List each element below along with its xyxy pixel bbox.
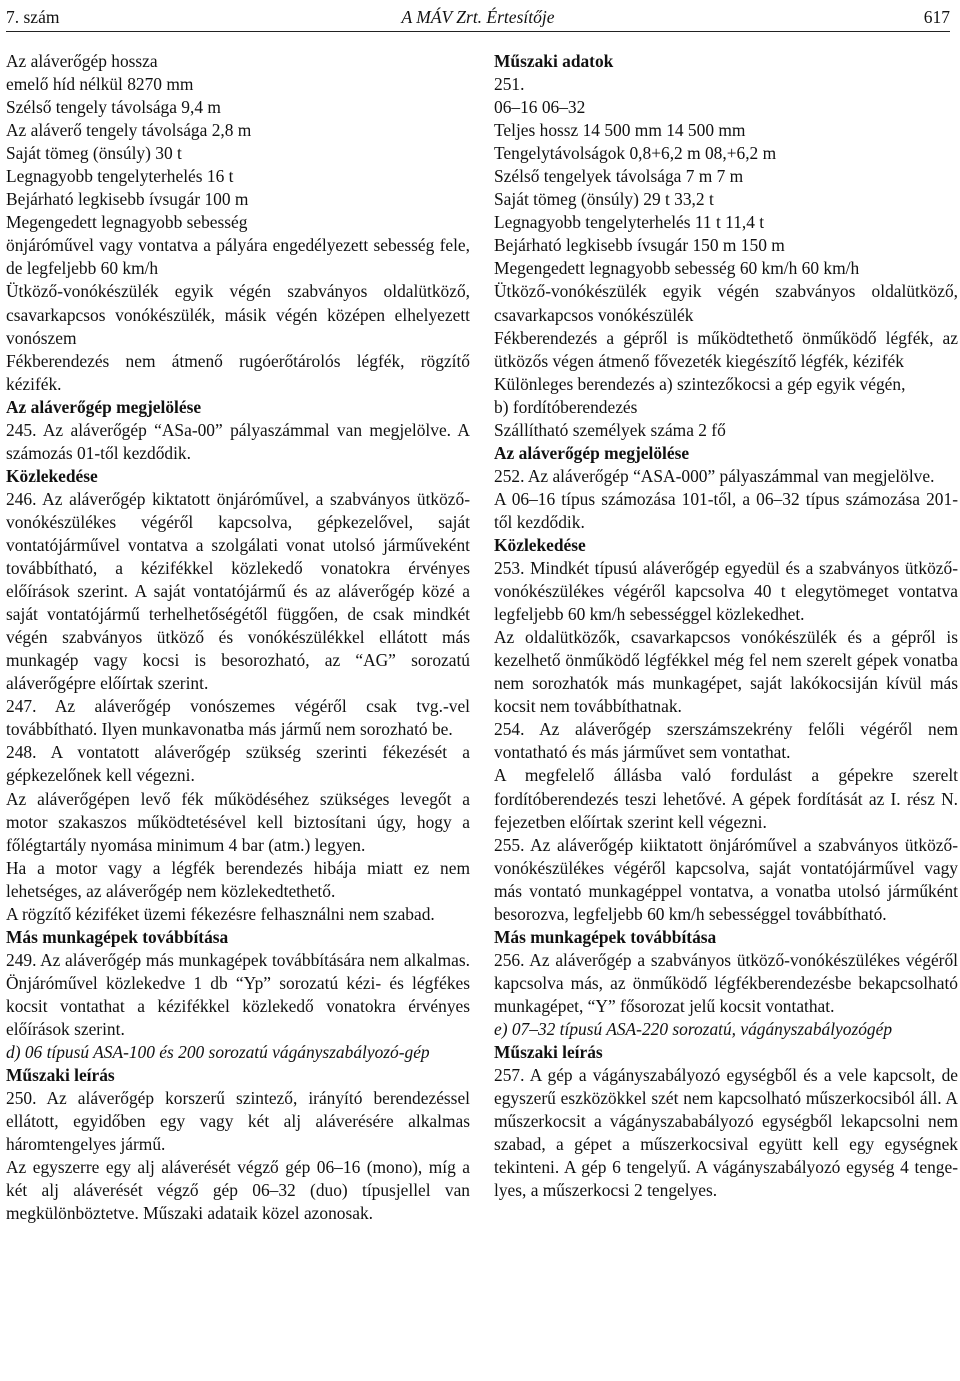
data-line: Bejárható legkisebb ívsugár 100 m	[6, 189, 249, 210]
subsection-title: e) 07–32 típusú ASA-220 sorozatú, vágányszabályozógép	[494, 1018, 893, 1039]
data-line: Megengedett legnagyobb sebesség	[6, 212, 248, 233]
paragraph: önjáróművel vagy vontatva a pályára engedélyezett sebesség fele, de legfeljebb 60 km/h	[6, 235, 470, 279]
paragraph: 252. Az aláverőgép “ASA-000” pályaszámmal van megjelölve.	[494, 465, 935, 486]
data-line: emelő híd nélkül 8270 mm	[6, 74, 194, 95]
data-line: 251.	[494, 74, 525, 95]
data-line: Az aláverő tengely távolsága 2,8 m	[6, 120, 252, 141]
data-line: Bejárható legkisebb ívsugár 150 m 150 m	[494, 235, 785, 256]
section-heading: Műszaki adatok	[494, 51, 614, 71]
section-heading: Műszaki leírás	[494, 1042, 603, 1063]
data-line: Tengelytávolságok 0,8+6,2 m 08,+6,2 m	[494, 143, 777, 164]
paragraph: 256. Az aláverőgép a szabványos ütköző-vonókészülékes végéről kapcsolva más, az önműködő légfékberendezésbe bekapcsolható munkagépet, “Y” fősorozat jelű kocsit vontathat.	[494, 949, 958, 1016]
section-heading: Közlekedése	[6, 465, 98, 486]
paragraph: 247. Az aláverőgép vonószemes végéről csak tvg.-vel továbbítható. Ilyen munkavonatba más jármű nem sorozható be.	[6, 696, 470, 740]
paragraph: 245. Az aláverőgép “ASa-00” pályaszámmal van megjelölve. A számozás 01-től kezdődik.	[6, 419, 470, 463]
paragraph: A megfelelő állásba való fordulást a gépekre szerelt fordítóberendezés teszi lehetővé. A gépek fordítását az I. rész N. fejezetben előírtak szerint kell végezni.	[494, 765, 958, 832]
data-line: Szállítható személyek száma 2 fő	[494, 419, 726, 440]
paragraph: 257. A gép a vágányszabályozó egységből és a vele kapcsolt, de egyszerű eszközökkel szét nem kapcsolható műszerkocsiból áll. A műszerkocsit a vágányszababályozó egységből lekapcsolni nem szabad, a gépet a műszerkocsival együtt kell egy egységnek tekinteni. A gép 6 tengelyű. A vágányszabályozó egység 4 tengelyes, a műszerkocsi 2 tengelyes.	[494, 1065, 958, 1201]
paragraph: Ütköző-vonókészülék egyik végén szabványos oldalütköző, csavarkapcsos vonókészülék, másik végén középen elhelyezett vonószem	[6, 281, 470, 348]
data-line: Saját tömeg (önsúly) 30 t	[6, 143, 182, 164]
data-line: Megengedett legnagyobb sebesség 60 km/h 60 km/h	[494, 258, 860, 279]
right-column	[494, 50, 958, 1202]
paragraph: Fékberendezés a gépről is működtethető önműködő légfék, az ütközős végen átmenő fővezeték kiegészítő légfék, kézifék	[494, 327, 958, 371]
paragraph: A 06–16 típus számozása 101-től, a 06–32 típus számozása 201-től kezdődik.	[494, 488, 958, 532]
section-heading: Közlekedése	[494, 534, 586, 555]
paragraph: Az aláverőgépen levő fék működéséhez szükséges levegőt a motor szakaszos működtetésével kell biztosítani úgy, hogy a főlégtartály nyomása minimum 4 bar (atm.) legyen.	[6, 788, 470, 855]
data-line: Saját tömeg (önsúly) 29 t 33,2 t	[494, 189, 714, 210]
section-heading: Más munkagépek továbbítása	[6, 926, 229, 947]
section-heading: Az aláverőgép megjelölése	[494, 442, 690, 463]
subsection-title: d) 06 típusú ASA-100 és 200 sorozatú vágányszabályozó-gép	[6, 1042, 430, 1063]
paragraph: 248. A vontatott aláverőgép szükség szerinti fékezését a gépkezelőnek kell végezni.	[6, 742, 470, 786]
paragraph: 253. Mindkét típusú aláverőgép egyedül és a szabványos ütköző-vonókészülékes végéről kapcsolva 40 t elegytömeget vontatva legfeljebb 60 km/h sebességgel közlekedhet.	[494, 558, 958, 625]
issue-number: 7. szám	[6, 7, 60, 27]
paragraph: 250. Az aláverőgép korszerű szintező, irányító berendezéssel ellátott, egyidőben egy vagy két alj aláverésére alkalmas háromtengelyes jármű.	[6, 1088, 470, 1155]
data-line: Szélső tengelyek távolsága 7 m 7 m	[494, 166, 744, 187]
paragraph: Ütköző-vonókészülék egyik végén szabványos oldalütköző, csavarkapcsos vonókészülék	[494, 281, 958, 325]
data-line: Szélső tengely távolsága 9,4 m	[6, 97, 221, 118]
page-header	[6, 6, 950, 28]
journal-title: A MÁV Zrt. Értesítője	[401, 7, 555, 27]
left-column	[6, 50, 470, 1225]
paragraph: 249. Az aláverőgép más munkagépek továbbítására nem alkalmas. Önjáróművel közlekedve 1 db “Yp” sorozatú kézi- és légfékes kocsit vontathat a kézifékkel közlekedő vonatokra érvényes előírások szerint.	[6, 949, 470, 1039]
paragraph: Fékberendezés nem átmenő rugóerőtárolós légfék, rögzítő kézifék.	[6, 350, 470, 394]
data-line: b) fordítóberendezés	[494, 396, 638, 417]
paragraph: Ha a motor vagy a légfék berendezés hibája miatt ez nem lehetséges, az aláverőgép nem közlekedtethető.	[6, 857, 470, 901]
paragraph: Az oldalütközők, csavarkapcsos vonókészülék és a gépről is kezelhető önműködő légfékkel még fel nem szerelt gépek vonatba nem sorozhatók más munkagépet, saját lakókocsiján kívül más kocsit nem továbbíthatnak.	[494, 627, 958, 717]
data-line: Legnagyobb tengelyterhelés 16 t	[6, 166, 234, 187]
header-rule	[6, 31, 950, 32]
data-line: Teljes hossz 14 500 mm 14 500 mm	[494, 120, 746, 141]
paragraph: A rögzítő kéziféket üzemi fékezésre felhasználni nem szabad.	[6, 903, 435, 924]
paragraph: 254. Az aláverőgép szerszámszekrény felőli végéről nem vontatható és más járművet sem vontathat.	[494, 719, 958, 763]
section-heading: Más munkagépek továbbítása	[494, 926, 717, 947]
data-line: Az aláverőgép hossza	[6, 51, 158, 71]
data-line: 06–16 06–32	[494, 97, 586, 118]
page-number: 617	[923, 7, 950, 27]
paragraph: 246. Az aláverőgép kiktatott önjáróművel, a szabványos ütköző-vonókészülékes végéről kapcsolva, gépkezelővel, saját vontatójárművel vontatva a szolgálati vonat utolsó járműveként továbbítható, a kézifékkel közlekedő vonatokra érvényes előírások szerint. A saját vontatójármű és az aláverőgép közé a saját vontatójármű terhelhetőségétől függően, de csak mindkét végén szabványos ütköző és vonókészülékkel ellátott más munkagép vagy kocsi is besorozható, az “AG” sorozatú aláverőgépre előírtak szerint.	[6, 488, 470, 694]
paragraph: Különleges berendezés a) szintezőkocsi a gép egyik végén,	[494, 373, 906, 394]
section-heading: Az aláverőgép megjelölése	[6, 396, 202, 417]
section-heading: Műszaki leírás	[6, 1065, 115, 1086]
data-line: Legnagyobb tengelyterhelés 11 t 11,4 t	[494, 212, 765, 233]
paragraph: Az egyszerre egy alj aláverését végző gép 06–16 (mono), míg a két alj aláverését végző gép 06–32 (duo) típusjellel van megkülönböztetve. Műszaki adataik közel azonosak.	[6, 1157, 470, 1224]
paragraph: 255. Az aláverőgép kiiktatott önjáróművel a szabványos ütköző-vonókészülékes végéről kapcsolva, saját vontatójárművel vagy más vontató munkagéppel vontatva, a vonatba utolsó járműként besorozva, legfeljebb 60 km/h sebességgel továbbítható.	[494, 834, 958, 924]
